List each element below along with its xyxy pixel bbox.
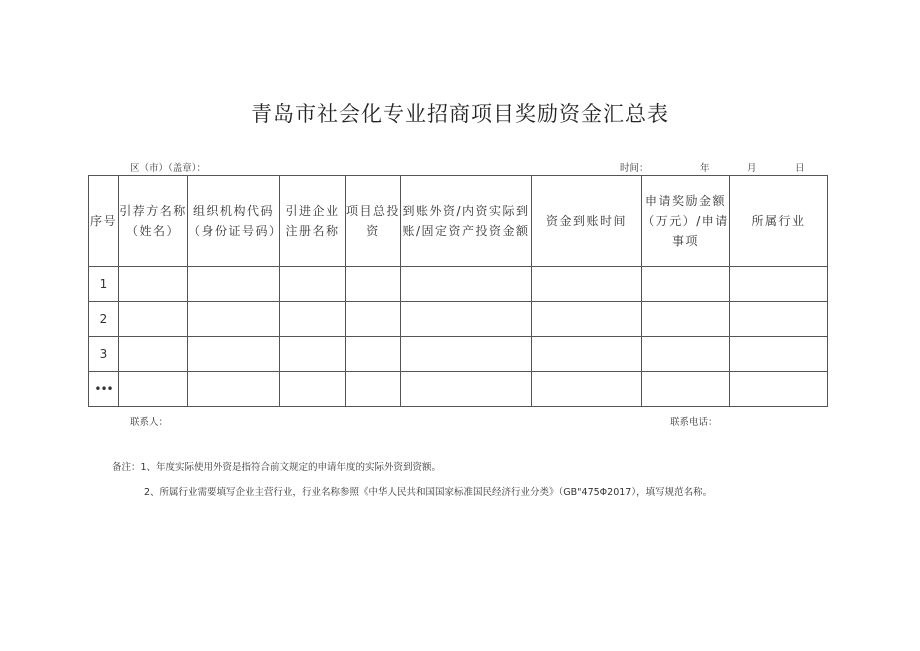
header-org-code: 组织机构代码（身份证号码） xyxy=(188,176,280,267)
date-year-label: 年 xyxy=(700,163,710,174)
date-day-label: 日 xyxy=(795,163,805,174)
row-number: 1 xyxy=(89,267,119,302)
header-enterprise: 引进企业注册名称 xyxy=(280,176,346,267)
header-industry: 所属行业 xyxy=(730,176,828,267)
cell-investment[interactable] xyxy=(346,302,401,337)
table-row xyxy=(89,337,828,372)
cell-referrer[interactable] xyxy=(119,337,188,372)
cell-funds[interactable] xyxy=(401,302,532,337)
cell-enterprise[interactable] xyxy=(280,302,346,337)
header-seq: 序号 xyxy=(89,176,119,267)
cell-industry[interactable] xyxy=(730,337,828,372)
date-month-label: 月 xyxy=(747,163,757,174)
note-1: 备注：1、年度实际使用外资是指符合前文规定的申请年度的实际外资到资额。 xyxy=(112,462,442,473)
cell-arrival-time[interactable] xyxy=(532,337,642,372)
cell-referrer[interactable] xyxy=(119,372,188,407)
cell-arrival-time[interactable] xyxy=(532,372,642,407)
cell-funds[interactable] xyxy=(401,267,532,302)
cell-org-code[interactable] xyxy=(188,302,280,337)
district-label: 区（市）（盖章）： xyxy=(130,163,207,174)
table-row xyxy=(89,302,828,337)
contact-person-label: 联系人： xyxy=(130,417,169,428)
cell-investment[interactable] xyxy=(346,337,401,372)
cell-reward[interactable] xyxy=(642,302,730,337)
cell-funds[interactable] xyxy=(401,372,532,407)
cell-industry[interactable] xyxy=(730,267,828,302)
row-number: 2 xyxy=(89,302,119,337)
cell-investment[interactable] xyxy=(346,372,401,407)
cell-org-code[interactable] xyxy=(188,337,280,372)
table-row xyxy=(89,267,828,302)
cell-enterprise[interactable] xyxy=(280,372,346,407)
cell-funds[interactable] xyxy=(401,337,532,372)
summary-table xyxy=(88,175,828,407)
header-funds: 到账外资/内资实际到账/固定资产投资金额 xyxy=(401,176,532,267)
header-reward: 申请奖励金额（万元）/申请事项 xyxy=(642,176,730,267)
cell-industry[interactable] xyxy=(730,302,828,337)
cell-enterprise[interactable] xyxy=(280,337,346,372)
header-referrer: 引荐方名称（姓名） xyxy=(119,176,188,267)
cell-org-code[interactable] xyxy=(188,372,280,407)
cell-referrer[interactable] xyxy=(119,267,188,302)
page-title: 青岛市社会化专业招商项目奖励资金汇总表 xyxy=(251,102,669,126)
header-investment: 项目总投资 xyxy=(346,176,401,267)
contact-phone-label: 联系电话： xyxy=(670,417,718,428)
cell-enterprise[interactable] xyxy=(280,267,346,302)
table-header-row xyxy=(89,176,828,267)
header-arrival-time: 资金到账时间 xyxy=(532,176,642,267)
note-2: 2、所属行业需要填写企业主营行业，行业名称参照《中华人民共和国国家标准国民经济行业分类》（GB"475Φ2017），填写规范名称。 xyxy=(144,487,713,498)
cell-reward[interactable] xyxy=(642,267,730,302)
row-number-ellipsis: ••• xyxy=(89,372,119,407)
row-number: 3 xyxy=(89,337,119,372)
date-label: 时间： xyxy=(620,163,649,174)
cell-referrer[interactable] xyxy=(119,302,188,337)
table-row xyxy=(89,372,828,407)
cell-reward[interactable] xyxy=(642,337,730,372)
cell-org-code[interactable] xyxy=(188,267,280,302)
cell-arrival-time[interactable] xyxy=(532,302,642,337)
cell-reward[interactable] xyxy=(642,372,730,407)
cell-investment[interactable] xyxy=(346,267,401,302)
cell-arrival-time[interactable] xyxy=(532,267,642,302)
cell-industry[interactable] xyxy=(730,372,828,407)
